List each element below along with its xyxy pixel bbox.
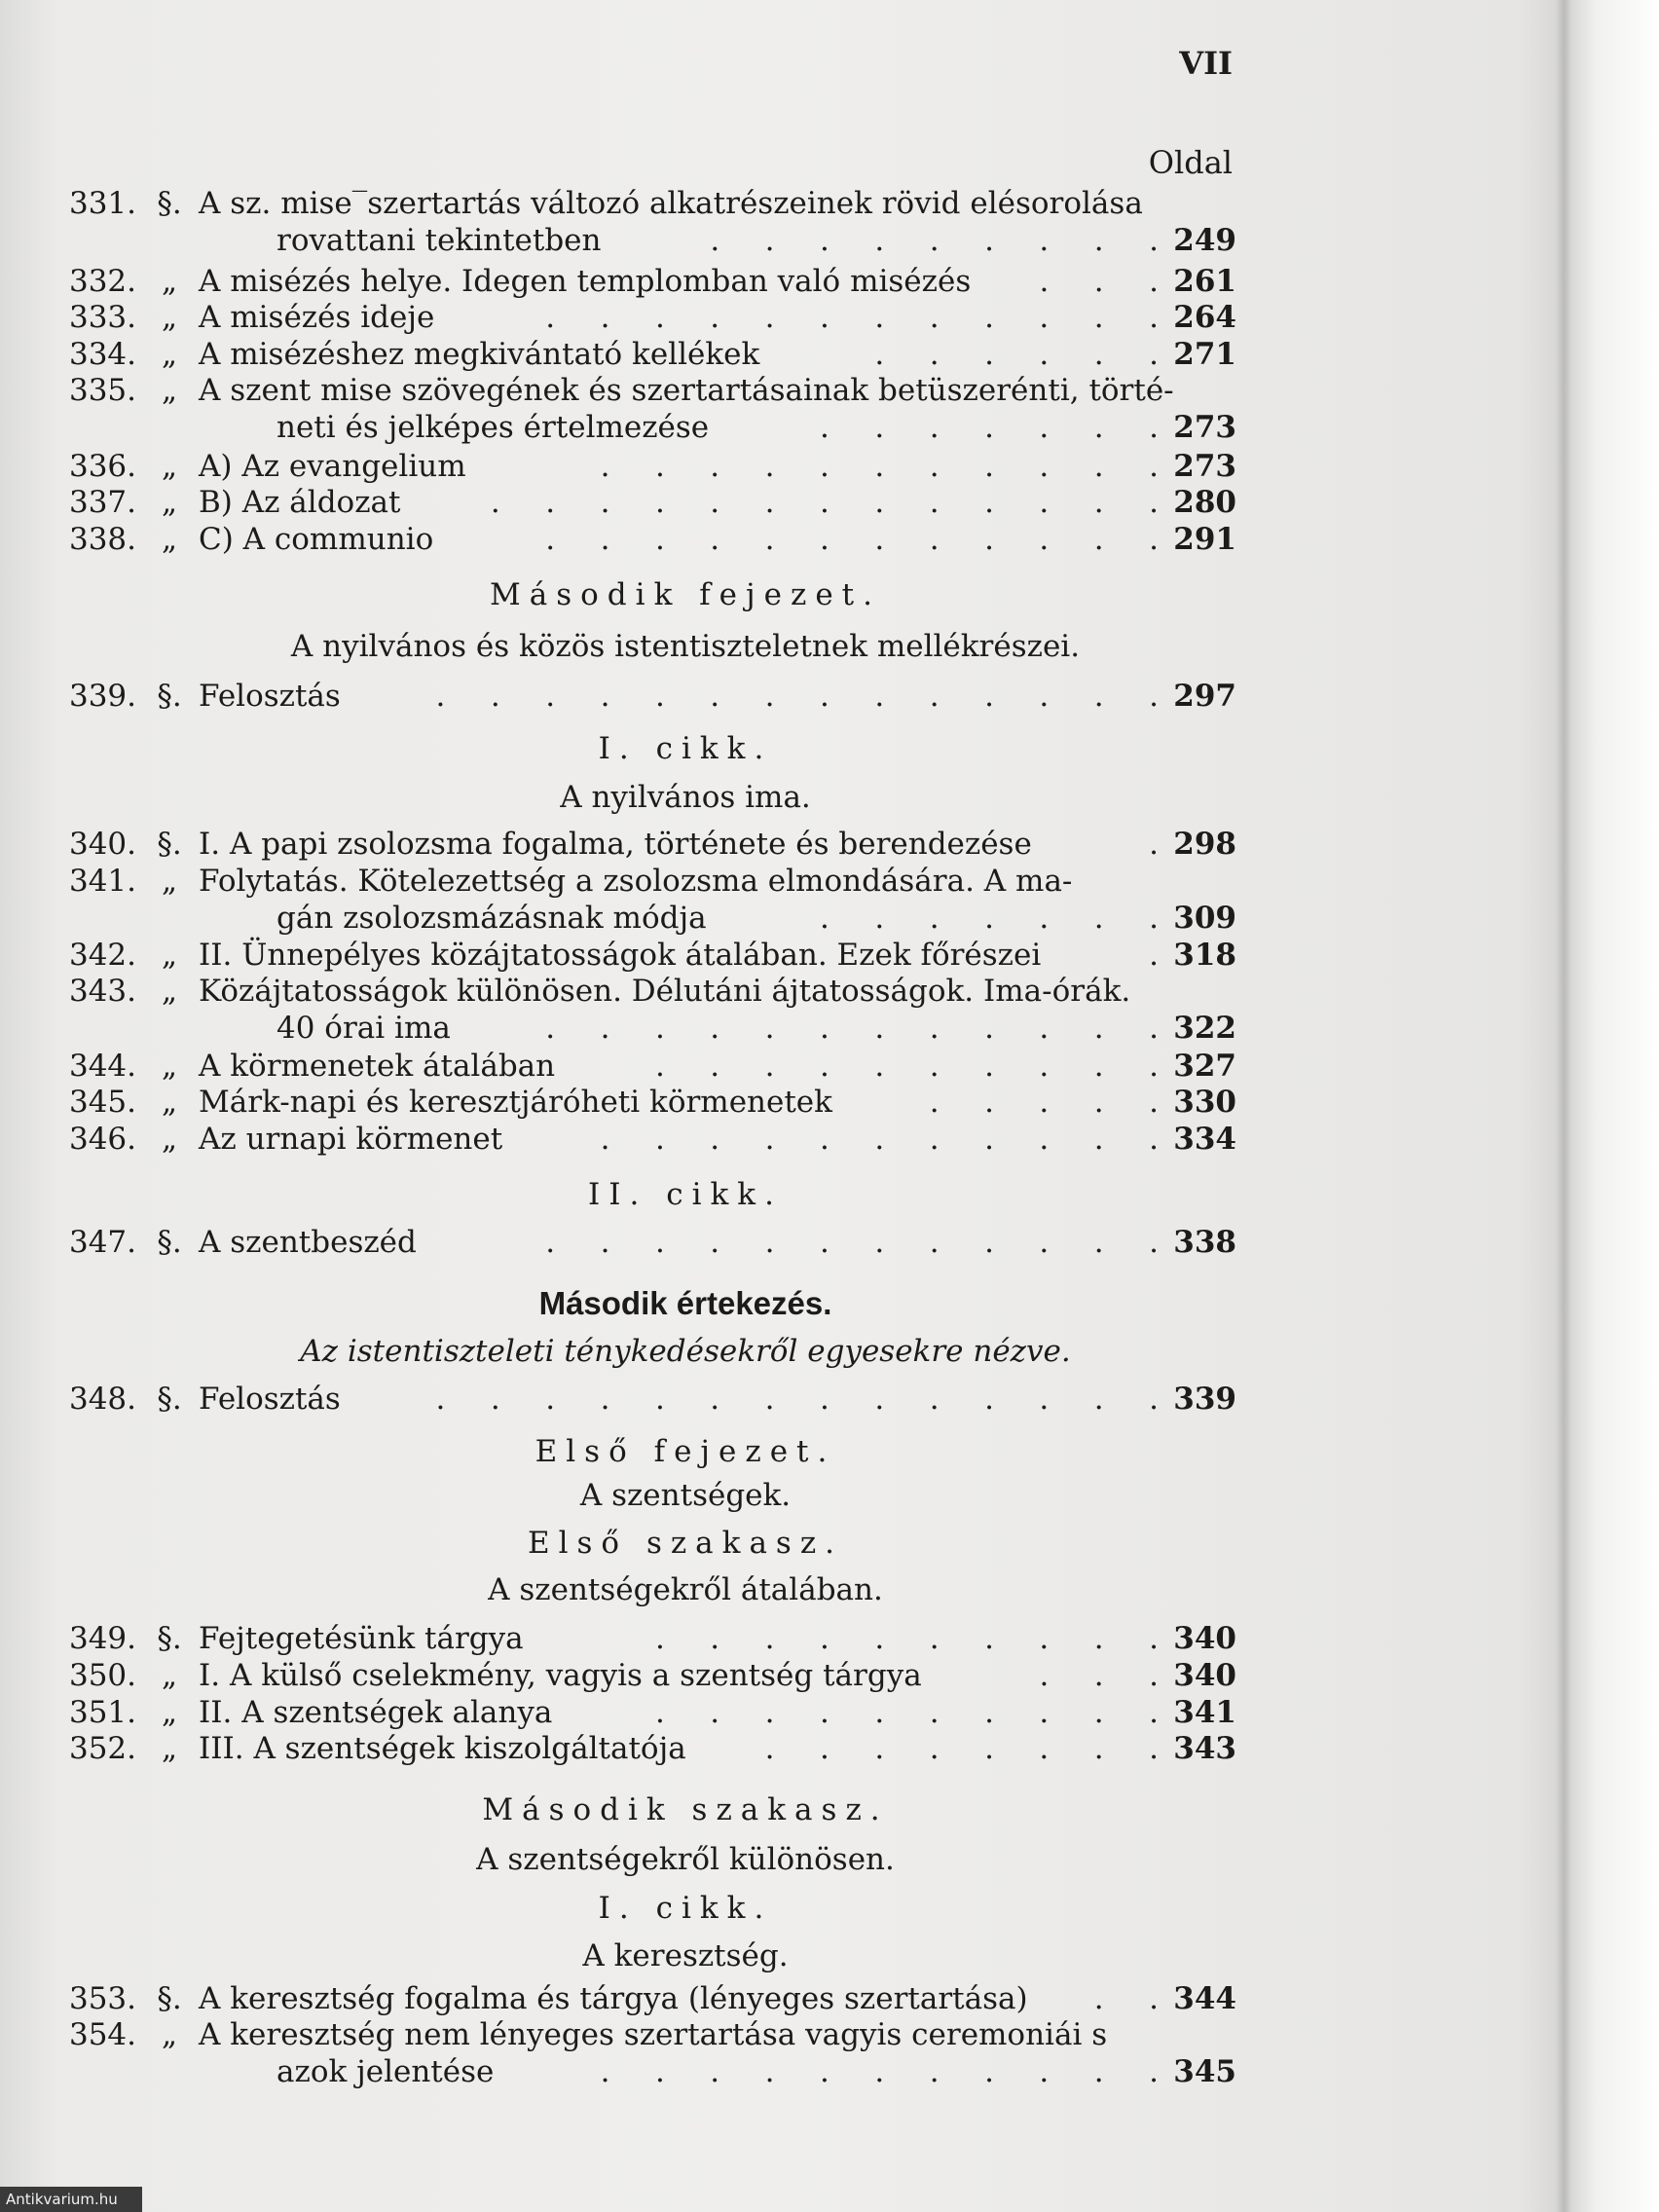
toc-entry-row	[68, 937, 1236, 974]
dot-leader: . . . . . . . . . .	[654, 1621, 1159, 1656]
section-heading: I. cikk.	[598, 1891, 773, 1926]
toc-entry-row	[68, 826, 1236, 863]
entry-number: 353.	[68, 1981, 136, 2016]
dot-leader: . . . . . . . . . .	[654, 1695, 1159, 1730]
section-heading: Második értekezés.	[538, 1285, 832, 1321]
page-ref: 344	[1173, 1981, 1236, 2016]
page-column-label: Oldal	[1148, 144, 1233, 181]
dot-leader: . . . . . . . . . . . .	[545, 300, 1159, 335]
entry-number: 350.	[68, 1658, 136, 1693]
toc-entry-row	[68, 678, 1236, 715]
page-ref: 261	[1173, 264, 1236, 299]
toc-entry-row	[68, 863, 1236, 900]
section-mark: §.	[157, 1382, 182, 1417]
entry-number: 333.	[68, 300, 136, 335]
section-heading: A nyilvános és közös istentiszteletnek mellékrészei.	[290, 629, 1081, 664]
entry-title: neti és jelképes értelmezése	[276, 410, 710, 445]
dot-leader: . . . . . . . . . . .	[600, 449, 1159, 484]
entry-title: A misézés ideje	[199, 300, 435, 335]
section-mark: §.	[157, 186, 182, 221]
entry-title: A sz. mise‾szertartás változó alkatrészeinek rövid elésorolása	[199, 186, 1143, 221]
section-mark: §.	[157, 1225, 182, 1260]
page-ref: 271	[1173, 337, 1236, 372]
entry-number: 352.	[68, 1731, 136, 1766]
entry-number: 335.	[68, 373, 136, 408]
section-mark: „	[161, 1658, 178, 1693]
entry-title: A misézéshez megkivántató kellékek	[199, 337, 760, 372]
page-ref: 264	[1173, 300, 1236, 335]
section-mark: „	[161, 337, 178, 372]
page-ref: 330	[1173, 1085, 1236, 1120]
dot-leader: . . .	[1039, 264, 1159, 299]
entry-title: Folytatás. Kötelezettség a zsolozsma elmondására. A ma-	[199, 864, 1073, 899]
toc-entry-row	[68, 484, 1236, 521]
toc-entry-row	[68, 1224, 1236, 1261]
section-mark: §.	[157, 1621, 182, 1656]
section-mark: „	[161, 1731, 178, 1766]
section-mark: „	[161, 2017, 178, 2052]
page-ref: 298	[1173, 827, 1236, 862]
entry-number: 349.	[68, 1621, 136, 1656]
dot-leader: . . . . . . . .	[764, 1731, 1159, 1766]
toc-entry-row	[68, 299, 1236, 336]
entry-title: A körmenetek átalában	[199, 1049, 556, 1084]
toc-entry-row	[68, 1381, 1236, 1418]
section-mark: „	[161, 522, 178, 557]
entry-number: 344.	[68, 1049, 136, 1084]
toc-entry-row	[68, 448, 1236, 485]
section-mark: „	[161, 300, 178, 335]
entry-title: I. A papi zsolozsma fogalma, története és berendezése	[199, 827, 1032, 862]
entry-number: 336.	[68, 449, 136, 484]
entry-title: Felosztás	[199, 1382, 341, 1417]
page-ref: 249	[1173, 223, 1236, 258]
section-heading: Első szakasz.	[527, 1526, 844, 1561]
page-ref: 309	[1173, 901, 1236, 936]
page-ref: 280	[1173, 485, 1236, 520]
section-heading: Második szakasz.	[482, 1792, 889, 1827]
entry-title: A szentbeszéd	[199, 1225, 417, 1260]
dot-leader: . . . . . . .	[820, 901, 1159, 936]
page-ref: 340	[1173, 1621, 1236, 1656]
page-ref: 334	[1173, 1122, 1236, 1157]
dot-leader: . . . . . . . . . . .	[600, 2054, 1159, 2089]
toc-entry-row	[68, 1121, 1236, 1158]
section-mark: „	[161, 449, 178, 484]
section-heading: Az istentiszteleti ténykedésekről egyesekre nézve.	[300, 1334, 1071, 1369]
dot-leader: . . . . . . . . . . . . .	[490, 485, 1159, 520]
toc-entry-row	[68, 900, 1236, 937]
section-mark: „	[161, 1049, 178, 1084]
toc-entry-row	[68, 521, 1236, 558]
dot-leader: .	[1149, 827, 1159, 862]
entry-title: A misézés helye. Idegen templomban való misézés	[199, 264, 972, 299]
entry-number: 354.	[68, 2017, 136, 2052]
entry-number: 343.	[68, 974, 136, 1009]
entry-title: Közájtatosságok különösen. Délutáni ájtatosságok. Ima-órák.	[199, 974, 1131, 1009]
entry-title: C) A communio	[199, 522, 434, 557]
entry-title: II. Ünnepélyes közájtatosságok átalában. Ezek főrészei	[199, 938, 1042, 973]
section-mark: „	[161, 1122, 178, 1157]
toc-entry-row	[68, 222, 1236, 259]
section-mark: §.	[157, 1981, 182, 2016]
toc-entry-row	[68, 1010, 1236, 1047]
section-heading: A nyilvános ima.	[560, 780, 811, 815]
page-ref: 273	[1173, 410, 1236, 445]
page-ref: 343	[1173, 1731, 1236, 1766]
entry-title: II. A szentségek alanya	[199, 1695, 553, 1730]
dot-leader: . . . . . . . . .	[710, 223, 1159, 258]
entry-number: 342.	[68, 938, 136, 973]
entry-number: 334.	[68, 337, 136, 372]
page-fold-shadow	[1556, 0, 1571, 2212]
toc-entry-row	[68, 1620, 1236, 1657]
dot-leader: . . . . . . . . . . . . . .	[435, 1382, 1159, 1417]
section-heading: II. cikk.	[588, 1177, 783, 1212]
entry-title: Felosztás	[199, 679, 341, 714]
entry-number: 341.	[68, 864, 136, 899]
entry-number: 338.	[68, 522, 136, 557]
dot-leader: . . . . . . . . . .	[654, 1049, 1159, 1084]
entry-title: Márk-napi és keresztjáróheti körmenetek	[199, 1085, 832, 1120]
page-ref: 341	[1173, 1695, 1236, 1730]
section-mark: „	[161, 938, 178, 973]
section-heading: Első fejezet.	[535, 1434, 836, 1469]
page-ref: 297	[1173, 679, 1236, 714]
section-mark: „	[161, 864, 178, 899]
toc-entry-row	[68, 2016, 1236, 2053]
page-ref: 340	[1173, 1658, 1236, 1693]
entry-number: 337.	[68, 485, 136, 520]
section-mark: §.	[157, 679, 182, 714]
entry-title: A szent mise szövegének és szertartásainak betüszerénti, törté-	[199, 373, 1174, 408]
entry-number: 345.	[68, 1085, 136, 1120]
toc-entry-row	[68, 263, 1236, 300]
entry-number: 348.	[68, 1382, 136, 1417]
toc-entry-row	[68, 1730, 1236, 1767]
section-heading: A szentségekről különösen.	[476, 1842, 895, 1877]
section-mark: „	[161, 974, 178, 1009]
entry-number: 339.	[68, 679, 136, 714]
section-mark: „	[161, 485, 178, 520]
toc-entry-row	[68, 336, 1236, 373]
entry-title: azok jelentése	[276, 2054, 495, 2089]
section-mark: §.	[157, 827, 182, 862]
dot-leader: . . . . . . . . . . . .	[545, 522, 1159, 557]
dot-leader: . . . . . . . . . . .	[600, 1122, 1159, 1157]
section-mark: „	[161, 373, 178, 408]
dot-leader: . . . . . . .	[820, 410, 1159, 445]
entry-title: rovattani tekintetben	[276, 223, 602, 258]
entry-number: 346.	[68, 1122, 136, 1157]
toc-entry-row	[68, 409, 1236, 446]
toc-entry-row	[68, 1657, 1236, 1694]
page-ref: 273	[1173, 449, 1236, 484]
entry-title: A) Az evangelium	[199, 449, 466, 484]
section-heading: A szentségekről átalában.	[488, 1572, 883, 1607]
watermark: Antikvarium.hu	[0, 2187, 142, 2212]
dot-leader: . . . . . . . . . . . .	[545, 1225, 1159, 1260]
section-heading: A keresztség.	[582, 1938, 789, 1973]
toc-entry-row	[68, 372, 1236, 409]
section-heading: A szentségek.	[579, 1478, 792, 1513]
section-mark: „	[161, 264, 178, 299]
toc-entry-row	[68, 2053, 1236, 2090]
section-heading: Második fejezet.	[490, 577, 881, 612]
dot-leader: . . . . . . . . . . . .	[545, 1011, 1159, 1046]
dot-leader: . . . . . . . . . . . . . .	[435, 679, 1159, 714]
entry-number: 340.	[68, 827, 136, 862]
page-ref: 318	[1173, 938, 1236, 973]
page-ref: 345	[1173, 2054, 1236, 2089]
entry-title: III. A szentségek kiszolgáltatója	[199, 1731, 686, 1766]
section-heading: I. cikk.	[598, 731, 773, 766]
entry-title: 40 órai ima	[276, 1011, 451, 1046]
dot-leader: .	[1149, 938, 1159, 973]
toc-entry-row	[68, 973, 1236, 1010]
toc-entry-row	[68, 185, 1236, 222]
entry-number: 351.	[68, 1695, 136, 1730]
page-number: VII	[1179, 45, 1233, 82]
page-ref: 338	[1173, 1225, 1236, 1260]
toc-entry-row	[68, 1694, 1236, 1731]
toc-entry-row	[68, 1048, 1236, 1085]
entry-number: 331.	[68, 186, 136, 221]
page-ref: 327	[1173, 1049, 1236, 1084]
toc-entry-row	[68, 1084, 1236, 1121]
entry-title: B) Az áldozat	[199, 485, 401, 520]
dot-leader: . . . . . .	[874, 337, 1159, 372]
dot-leader: . .	[1093, 1981, 1159, 2016]
page-ref: 339	[1173, 1382, 1236, 1417]
entry-title: A keresztség nem lényeges szertartása vagyis ceremoniái s	[199, 2017, 1108, 2052]
page-ref: 322	[1173, 1011, 1236, 1046]
section-mark: „	[161, 1695, 178, 1730]
entry-number: 347.	[68, 1225, 136, 1260]
entry-title: I. A külső cselekmény, vagyis a szentség tárgya	[199, 1658, 922, 1693]
toc-entry-row	[68, 1980, 1236, 2017]
entry-title: Az urnapi körmenet	[199, 1122, 503, 1157]
entry-title: Fejtegetésünk tárgya	[199, 1621, 524, 1656]
page-ref: 291	[1173, 522, 1236, 557]
entry-title: A keresztség fogalma és tárgya (lényeges szertartása)	[199, 1981, 1028, 2016]
dot-leader: . . .	[1039, 1658, 1159, 1693]
dot-leader: . . . . .	[929, 1085, 1159, 1120]
section-mark: „	[161, 1085, 178, 1120]
entry-title: gán zsolozsmázásnak módja	[276, 901, 707, 936]
entry-number: 332.	[68, 264, 136, 299]
